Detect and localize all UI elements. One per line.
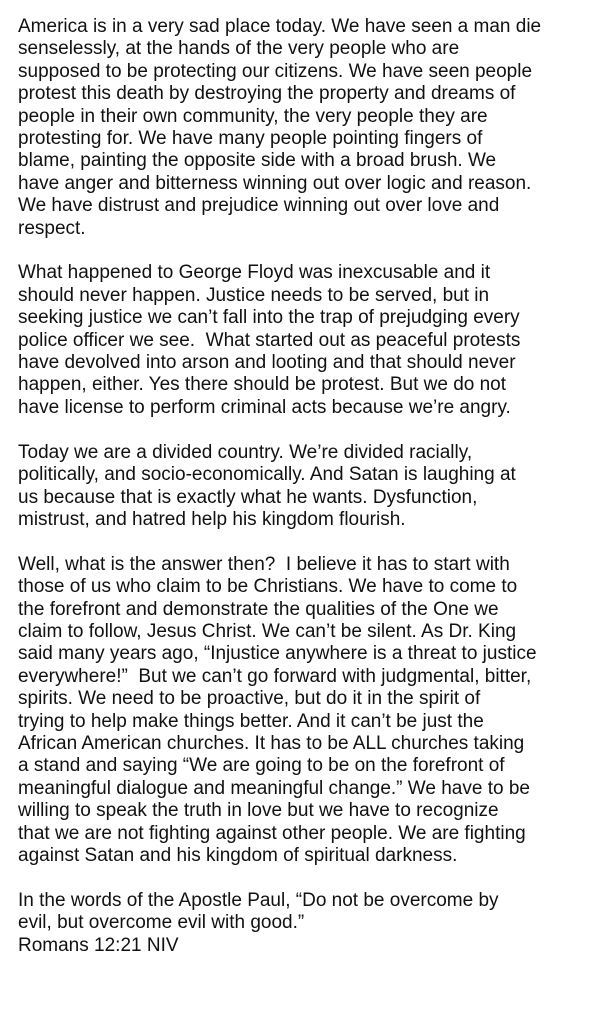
- text-line: happen, either. Yes there should be protest. But we do not: [18, 374, 507, 396]
- text-line: trying to help make things better. And it can’t be just the: [18, 710, 484, 732]
- text-line: a stand and saying “We are going to be on the forefront of: [18, 755, 505, 777]
- text-line: people in their own community, the very people they are: [18, 105, 488, 127]
- document-body: [18, 16, 608, 957]
- paragraph-3: [18, 442, 608, 532]
- text-line: spirits. We need to be proactive, but do it in the spirit of: [18, 688, 481, 710]
- citation: Romans 12:21 NIV: [18, 934, 179, 956]
- text-line: supposed to be protecting our citizens. We have seen people: [18, 60, 533, 82]
- text-line: police officer we see. What started out as peaceful protests: [18, 329, 521, 351]
- text-line: seeking justice we can’t fall into the trap of prejudging every: [18, 307, 520, 329]
- text-line: What happened to George Floyd was inexcusable and it: [18, 262, 491, 284]
- text-line: politically, and socio-economically. And Satan is laughing at: [18, 464, 516, 486]
- text-line: respect.: [18, 217, 86, 239]
- text-line: willing to speak the truth in love but we have to recognize: [18, 800, 499, 822]
- text-line: that we are not fighting against other people. We are fighting: [18, 822, 526, 844]
- text-line: evil, but overcome evil with good.”: [18, 912, 305, 934]
- text-line: claim to follow, Jesus Christ. We can’t be silent. As Dr. King: [18, 620, 517, 642]
- text-line: those of us who claim to be Christians. We have to come to: [18, 576, 518, 598]
- text-line: African American churches. It has to be ALL churches taking: [18, 732, 525, 754]
- paragraph-4: [18, 554, 608, 868]
- text-line: have anger and bitterness winning out over logic and reason.: [18, 172, 532, 194]
- text-line: the forefront and demonstrate the qualities of the One we: [18, 598, 499, 620]
- text-line: Today we are a divided country. We’re divided racially,: [18, 441, 473, 463]
- text-line: should never happen. Justice needs to be served, but in: [18, 284, 490, 306]
- paragraph-5: [18, 890, 608, 957]
- text-line: have license to perform criminal acts because we’re angry.: [18, 396, 511, 418]
- text-line: against Satan and his kingdom of spiritual darkness.: [18, 844, 458, 866]
- text-line: We have distrust and prejudice winning out over love and: [18, 195, 500, 217]
- text-line: protest this death by destroying the property and dreams of: [18, 83, 516, 105]
- text-line: everywhere!” But we can’t go forward with judgmental, bitter,: [18, 665, 532, 687]
- text-line: America is in a very sad place today. We have seen a man die: [18, 16, 542, 37]
- text-line: Well, what is the answer then? I believe it has to start with: [18, 553, 510, 575]
- text-line: In the words of the Apostle Paul, “Do not be overcome by: [18, 889, 499, 911]
- text-line: blame, painting the opposite side with a broad brush. We: [18, 150, 497, 172]
- text-line: protesting for. We have many people pointing fingers of: [18, 128, 483, 150]
- text-line: said many years ago, “Injustice anywhere is a threat to justice: [18, 643, 537, 665]
- text-line: meaningful dialogue and meaningful change.” We have to be: [18, 777, 530, 799]
- text-line: have devolved into arson and looting and that should never: [18, 352, 516, 374]
- text-line: us because that is exactly what he wants. Dysfunction,: [18, 486, 478, 508]
- text-line: senselessly, at the hands of the very people who are: [18, 38, 460, 60]
- text-line: mistrust, and hatred help his kingdom flourish.: [18, 508, 406, 530]
- paragraph-2: [18, 262, 608, 419]
- paragraph-1: [18, 16, 608, 240]
